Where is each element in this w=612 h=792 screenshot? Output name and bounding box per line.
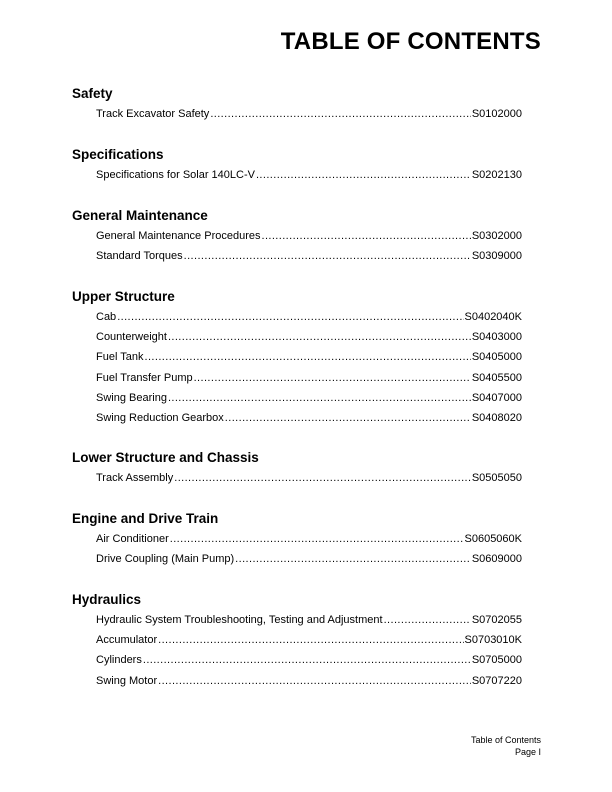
entry-code: S0707220 <box>471 674 522 687</box>
toc-entry[interactable] <box>96 610 522 630</box>
toc-section-upper-structure <box>72 287 522 428</box>
toc-entry[interactable] <box>96 246 522 266</box>
dot-leader <box>194 368 471 388</box>
toc-section-specifications <box>72 145 522 185</box>
entry-name: Air Conditioner <box>96 533 169 545</box>
toc-entry[interactable] <box>96 347 522 367</box>
toc-entry[interactable] <box>96 226 522 246</box>
entry-code: S0302000 <box>471 230 522 242</box>
entry-name: Swing Bearing <box>96 391 167 404</box>
section-heading: Lower Structure and Chassis <box>72 450 259 465</box>
toc-entry[interactable] <box>96 327 522 347</box>
toc-entry[interactable] <box>96 549 522 569</box>
dot-leader <box>170 529 464 549</box>
entry-name: Standard Torques <box>96 250 183 263</box>
toc-entry[interactable] <box>96 104 522 124</box>
toc-entry[interactable] <box>96 671 522 691</box>
toc-entry[interactable] <box>96 388 522 408</box>
page-footer <box>471 734 541 758</box>
toc-section-engine-drive-train <box>72 509 522 569</box>
dot-leader <box>168 327 471 347</box>
dot-leader <box>261 226 470 246</box>
entry-code: S0408020 <box>471 411 522 424</box>
entry-name: Accumulator <box>96 634 158 647</box>
entry-code: S0407000 <box>471 391 522 404</box>
entry-code: S0202130 <box>471 169 522 181</box>
entry-name: Cab <box>96 311 117 323</box>
dot-leader <box>384 610 471 630</box>
dot-leader <box>168 388 471 408</box>
toc-entry[interactable] <box>96 468 522 488</box>
section-heading: Safety <box>72 86 113 101</box>
toc-entry[interactable] <box>96 650 522 670</box>
entry-code: S0703010K <box>464 634 522 647</box>
entry-code: S0102000 <box>471 108 522 120</box>
entry-name: General Maintenance Procedures <box>96 230 261 242</box>
section-heading: Specifications <box>72 147 164 162</box>
toc-entry[interactable] <box>96 408 522 428</box>
dot-leader <box>158 630 463 650</box>
entry-name: Fuel Transfer Pump <box>96 371 193 384</box>
entry-code: S0702055 <box>471 614 522 626</box>
entry-code: S0505050 <box>471 472 522 484</box>
toc-section-safety <box>72 84 522 124</box>
entry-code: S0405500 <box>471 371 522 384</box>
toc-entry[interactable] <box>96 165 522 185</box>
entry-code: S0609000 <box>471 553 522 566</box>
toc-entry[interactable] <box>96 529 522 549</box>
dot-leader <box>256 165 471 185</box>
entry-name: Cylinders <box>96 654 142 667</box>
footer-doc-title: Table of Contents <box>470 735 541 745</box>
toc-section-hydraulics <box>72 590 522 691</box>
dot-leader <box>235 549 471 569</box>
toc-entry[interactable] <box>96 630 522 650</box>
dot-leader <box>145 347 471 367</box>
entry-name: Track Excavator Safety <box>96 108 210 120</box>
entry-name: Hydraulic System Troubleshooting, Testing and Adjustment <box>96 614 383 626</box>
dot-leader <box>117 307 463 327</box>
dot-leader <box>174 468 471 488</box>
toc-entry[interactable] <box>96 307 522 327</box>
dot-leader <box>184 246 471 266</box>
entry-code: S0403000 <box>471 331 522 344</box>
entry-code: S0402040K <box>464 311 522 323</box>
entry-name: Track Assembly <box>96 472 174 484</box>
section-heading: Hydraulics <box>72 592 142 607</box>
entry-name: Swing Reduction Gearbox <box>96 411 224 424</box>
footer-page-number: Page I <box>514 747 541 757</box>
entry-name: Specifications for Solar 140LC-V <box>96 169 255 181</box>
dot-leader <box>225 408 471 428</box>
page-title: TABLE OF CONTENTS <box>280 28 541 55</box>
entry-name: Drive Coupling (Main Pump) <box>96 553 235 566</box>
entry-code: S0605060K <box>464 533 522 545</box>
toc-section-lower-structure <box>72 448 522 488</box>
section-heading: Engine and Drive Train <box>72 511 219 526</box>
dot-leader <box>210 104 471 124</box>
dot-leader <box>158 671 471 691</box>
entry-code: S0405000 <box>471 351 522 364</box>
dot-leader <box>143 650 471 670</box>
section-heading: Upper Structure <box>72 289 175 304</box>
section-heading: General Maintenance <box>72 208 208 223</box>
entry-name: Swing Motor <box>96 674 158 687</box>
toc-entry[interactable] <box>96 368 522 388</box>
entry-code: S0309000 <box>471 250 522 263</box>
entry-code: S0705000 <box>471 654 522 667</box>
entry-name: Fuel Tank <box>96 351 144 364</box>
entry-name: Counterweight <box>96 331 167 344</box>
toc-section-general-maintenance <box>72 206 522 266</box>
